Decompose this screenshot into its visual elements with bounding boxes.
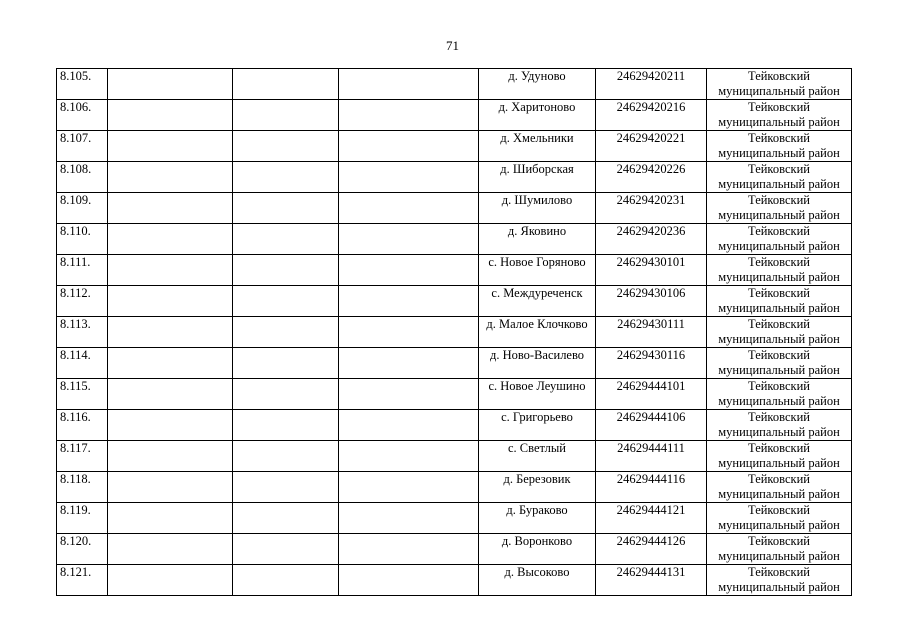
table-row <box>57 100 852 131</box>
oktmo-code-cell: 24629444121 <box>596 503 707 534</box>
empty-cell <box>233 317 339 348</box>
empty-cell <box>233 162 339 193</box>
oktmo-code-cell: 24629430106 <box>596 286 707 317</box>
empty-cell <box>108 410 233 441</box>
table-row <box>57 69 852 100</box>
empty-cell <box>339 503 479 534</box>
table-row <box>57 441 852 472</box>
settlement-cell: с. Междуреченск <box>479 286 596 317</box>
oktmo-code-cell: 24629420221 <box>596 131 707 162</box>
row-number-cell: 8.111. <box>57 255 108 286</box>
empty-cell <box>233 410 339 441</box>
row-number-cell: 8.119. <box>57 503 108 534</box>
table-row <box>57 503 852 534</box>
page-number: 71 <box>446 38 459 53</box>
row-number-cell: 8.108. <box>57 162 108 193</box>
district-cell: Тейковский муниципальный район <box>707 131 852 162</box>
district-cell: Тейковский муниципальный район <box>707 410 852 441</box>
empty-cell <box>108 441 233 472</box>
table-row <box>57 317 852 348</box>
table-row <box>57 255 852 286</box>
row-number-cell: 8.118. <box>57 472 108 503</box>
empty-cell <box>108 162 233 193</box>
oktmo-code-cell: 24629430101 <box>596 255 707 286</box>
oktmo-code-cell: 24629444106 <box>596 410 707 441</box>
district-cell: Тейковский муниципальный район <box>707 162 852 193</box>
table-row <box>57 286 852 317</box>
row-number-cell: 8.109. <box>57 193 108 224</box>
empty-cell <box>339 317 479 348</box>
oktmo-code-cell: 24629430111 <box>596 317 707 348</box>
empty-cell <box>339 565 479 596</box>
row-number-cell: 8.106. <box>57 100 108 131</box>
empty-cell <box>339 255 479 286</box>
empty-cell <box>339 162 479 193</box>
table-row <box>57 410 852 441</box>
empty-cell <box>108 193 233 224</box>
empty-cell <box>339 534 479 565</box>
settlement-cell: д. Ново-Василево <box>479 348 596 379</box>
oktmo-code-cell: 24629420211 <box>596 69 707 100</box>
row-number-cell: 8.116. <box>57 410 108 441</box>
row-number-cell: 8.113. <box>57 317 108 348</box>
empty-cell <box>233 565 339 596</box>
empty-cell <box>108 565 233 596</box>
table-row <box>57 224 852 255</box>
row-number-cell: 8.114. <box>57 348 108 379</box>
oktmo-code-cell: 24629420226 <box>596 162 707 193</box>
district-cell: Тейковский муниципальный район <box>707 193 852 224</box>
oktmo-code-cell: 24629420216 <box>596 100 707 131</box>
empty-cell <box>108 100 233 131</box>
settlement-cell: д. Шиборская <box>479 162 596 193</box>
empty-cell <box>108 69 233 100</box>
district-cell: Тейковский муниципальный район <box>707 224 852 255</box>
empty-cell <box>233 193 339 224</box>
table-row <box>57 565 852 596</box>
empty-cell <box>233 503 339 534</box>
empty-cell <box>108 131 233 162</box>
row-number-cell: 8.115. <box>57 379 108 410</box>
empty-cell <box>233 131 339 162</box>
district-cell: Тейковский муниципальный район <box>707 472 852 503</box>
settlement-cell: д. Шумилово <box>479 193 596 224</box>
empty-cell <box>108 472 233 503</box>
empty-cell <box>233 255 339 286</box>
district-cell: Тейковский муниципальный район <box>707 255 852 286</box>
table-row <box>57 348 852 379</box>
district-cell: Тейковский муниципальный район <box>707 441 852 472</box>
district-cell: Тейковский муниципальный район <box>707 379 852 410</box>
empty-cell <box>339 100 479 131</box>
settlement-cell: с. Новое Горяново <box>479 255 596 286</box>
empty-cell <box>339 410 479 441</box>
settlement-cell: д. Бураково <box>479 503 596 534</box>
table-row <box>57 472 852 503</box>
empty-cell <box>339 472 479 503</box>
oktmo-code-cell: 24629444111 <box>596 441 707 472</box>
empty-cell <box>233 286 339 317</box>
settlement-cell: с. Григорьево <box>479 410 596 441</box>
empty-cell <box>108 255 233 286</box>
oktmo-code-cell: 24629420236 <box>596 224 707 255</box>
registry-table-body <box>57 69 852 596</box>
empty-cell <box>233 100 339 131</box>
empty-cell <box>339 131 479 162</box>
empty-cell <box>108 317 233 348</box>
settlement-cell: с. Новое Леушино <box>479 379 596 410</box>
oktmo-code-cell: 24629444116 <box>596 472 707 503</box>
settlement-cell: д. Высоково <box>479 565 596 596</box>
settlement-cell: д. Воронково <box>479 534 596 565</box>
empty-cell <box>108 286 233 317</box>
settlement-cell: д. Малое Клочково <box>479 317 596 348</box>
empty-cell <box>339 286 479 317</box>
empty-cell <box>339 379 479 410</box>
row-number-cell: 8.107. <box>57 131 108 162</box>
empty-cell <box>339 69 479 100</box>
oktmo-code-cell: 24629444101 <box>596 379 707 410</box>
district-cell: Тейковский муниципальный район <box>707 565 852 596</box>
district-cell: Тейковский муниципальный район <box>707 348 852 379</box>
district-cell: Тейковский муниципальный район <box>707 69 852 100</box>
table-row <box>57 131 852 162</box>
row-number-cell: 8.117. <box>57 441 108 472</box>
table-row <box>57 162 852 193</box>
table-row <box>57 379 852 410</box>
table-row <box>57 534 852 565</box>
row-number-cell: 8.121. <box>57 565 108 596</box>
oktmo-code-cell: 24629444131 <box>596 565 707 596</box>
oktmo-code-cell: 24629430116 <box>596 348 707 379</box>
empty-cell <box>233 441 339 472</box>
empty-cell <box>233 534 339 565</box>
district-cell: Тейковский муниципальный район <box>707 503 852 534</box>
settlement-cell: д. Харитоново <box>479 100 596 131</box>
row-number-cell: 8.105. <box>57 69 108 100</box>
empty-cell <box>233 348 339 379</box>
empty-cell <box>339 193 479 224</box>
empty-cell <box>108 224 233 255</box>
settlement-cell: д. Хмельники <box>479 131 596 162</box>
empty-cell <box>339 441 479 472</box>
empty-cell <box>108 348 233 379</box>
empty-cell <box>108 534 233 565</box>
oktmo-code-cell: 24629444126 <box>596 534 707 565</box>
district-cell: Тейковский муниципальный район <box>707 286 852 317</box>
district-cell: Тейковский муниципальный район <box>707 100 852 131</box>
empty-cell <box>233 224 339 255</box>
empty-cell <box>233 379 339 410</box>
settlement-cell: д. Яковино <box>479 224 596 255</box>
district-cell: Тейковский муниципальный район <box>707 317 852 348</box>
settlement-cell: д. Березовик <box>479 472 596 503</box>
row-number-cell: 8.120. <box>57 534 108 565</box>
settlement-cell: д. Удуново <box>479 69 596 100</box>
empty-cell <box>233 69 339 100</box>
district-cell: Тейковский муниципальный район <box>707 534 852 565</box>
row-number-cell: 8.110. <box>57 224 108 255</box>
empty-cell <box>108 503 233 534</box>
empty-cell <box>339 224 479 255</box>
registry-table <box>56 68 852 596</box>
empty-cell <box>108 379 233 410</box>
empty-cell <box>339 348 479 379</box>
settlement-cell: с. Светлый <box>479 441 596 472</box>
row-number-cell: 8.112. <box>57 286 108 317</box>
table-row <box>57 193 852 224</box>
oktmo-code-cell: 24629420231 <box>596 193 707 224</box>
empty-cell <box>233 472 339 503</box>
